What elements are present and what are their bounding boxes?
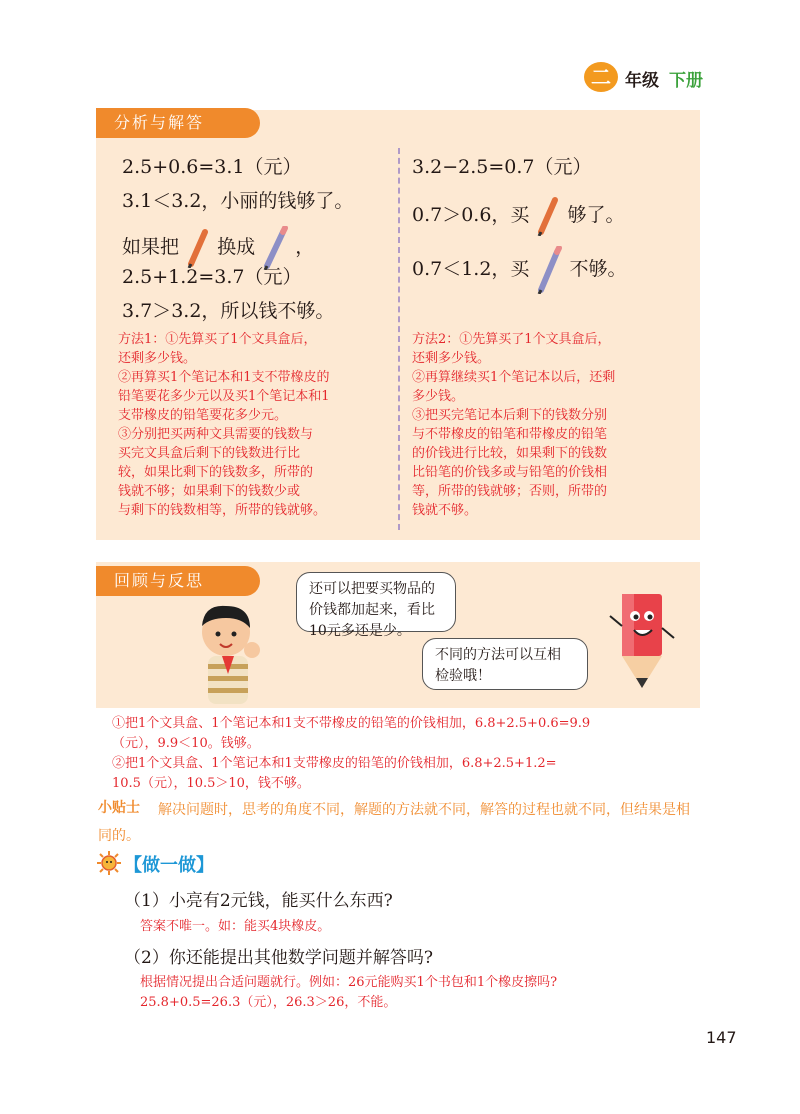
review-tag: 回顾与反思 bbox=[96, 566, 260, 596]
right-calc-line-2b: 够了。 bbox=[567, 204, 625, 226]
column-divider bbox=[398, 148, 400, 530]
calc-line-1: 2.5+0.6=3.1（元） bbox=[122, 156, 302, 178]
pencil-with-eraser-icon bbox=[535, 246, 563, 294]
answer-2: 根据情况提出合适问题就行。例如：26元能购买1个书包和1个橡皮擦吗? 25.8+0.5=26.3（元），26.3＞26，不能。 bbox=[140, 975, 558, 1010]
pencil-no-eraser-icon bbox=[535, 196, 561, 236]
tip-label: 小贴士 bbox=[98, 800, 140, 816]
right-calc-line-1: 3.2−2.5=0.7（元） bbox=[412, 156, 592, 178]
calc-line-2: 3.1＜3.2，小丽的钱够了。 bbox=[122, 190, 354, 212]
pencil-character-icon bbox=[608, 590, 680, 694]
method-1-text: 方法1：①先算买了1个文具盒后， 还剩多少钱。 ②再算买1个笔记本和1支不带橡皮的 铅笔要花多少元以及买1个笔记本和1 支带橡皮的铅笔要花多少元。 ③分别把买两种文具需要的钱数与 买完文具盒后剩下的钱数进行比 较，如果比剩下的钱数多，所带的 钱就不够；如果剩下的钱数少或 与剩下的钱数相等，所带的钱就够。 bbox=[118, 332, 330, 518]
grade-word: 年级 bbox=[625, 71, 659, 91]
do-it-title: 【做一做】 bbox=[124, 855, 214, 876]
calc-line-3a: 如果把 bbox=[122, 236, 180, 258]
semester-label: 下册 bbox=[669, 71, 703, 91]
speech-bubble-boy: 还可以把要买物品的 价钱都加起来，看比 10元多还是少。 bbox=[296, 572, 456, 632]
answer-1: 答案不唯一。如：能买4块橡皮。 bbox=[140, 919, 331, 934]
tip-text: 解决问题时，思考的角度不同，解题的方法就不同，解答的过程也就不同，但结果是相同的。 bbox=[98, 802, 690, 844]
calc-line-5: 3.7＞3.2，所以钱不够。 bbox=[122, 300, 335, 322]
review-answer-text: ①把1个文具盒、1个笔记本和1支不带橡皮的铅笔的价钱相加，6.8+2.5+0.6=9.9 （元），9.9＜10。钱够。 ②把1个文具盒、1个笔记本和1支带橡皮的铅笔的价钱相加，6.8+2.5+1.2= 10.5（元），10.5＞10，钱不够。 bbox=[112, 716, 591, 791]
calc-line-4: 2.5+1.2=3.7（元） bbox=[122, 266, 302, 288]
analysis-tag: 分析与解答 bbox=[96, 108, 260, 138]
grade-badge bbox=[584, 62, 618, 92]
boy-character-icon bbox=[190, 596, 270, 708]
grade-number: 二 bbox=[591, 65, 611, 89]
right-calc-line-2a: 0.7＞0.6，买 bbox=[412, 204, 530, 226]
question-1: （1）小亮有2元钱，能买什么东西? bbox=[124, 891, 393, 911]
speech-bubble-pencil: 不同的方法可以互相 检验哦！ bbox=[422, 638, 588, 690]
right-calc-line-2 bbox=[412, 196, 625, 236]
calc-line-3c: ， bbox=[295, 236, 315, 258]
right-calc-line-3 bbox=[412, 246, 627, 294]
calc-line-3b: 换成 bbox=[217, 236, 256, 258]
page-number: 147 bbox=[706, 1028, 737, 1047]
right-calc-line-3b: 不够。 bbox=[569, 258, 627, 280]
sun-icon bbox=[96, 850, 122, 876]
question-2: （2）你还能提出其他数学问题并解答吗? bbox=[124, 948, 433, 968]
method-2-text: 方法2：①先算买了1个文具盒后， 还剩多少钱。 ②再算继续买1个笔记本以后，还剩 多少钱。 ③把买完笔记本后剩下的钱数分别 与不带橡皮的铅笔和带橡皮的铅笔 的价钱进行比较，如果剩下的钱数 比铅笔的价钱多或与铅笔的价钱相 等，所带的钱就够；否则，所带的 钱就不够。 bbox=[412, 332, 616, 518]
right-calc-line-3a: 0.7＜1.2，买 bbox=[412, 258, 530, 280]
